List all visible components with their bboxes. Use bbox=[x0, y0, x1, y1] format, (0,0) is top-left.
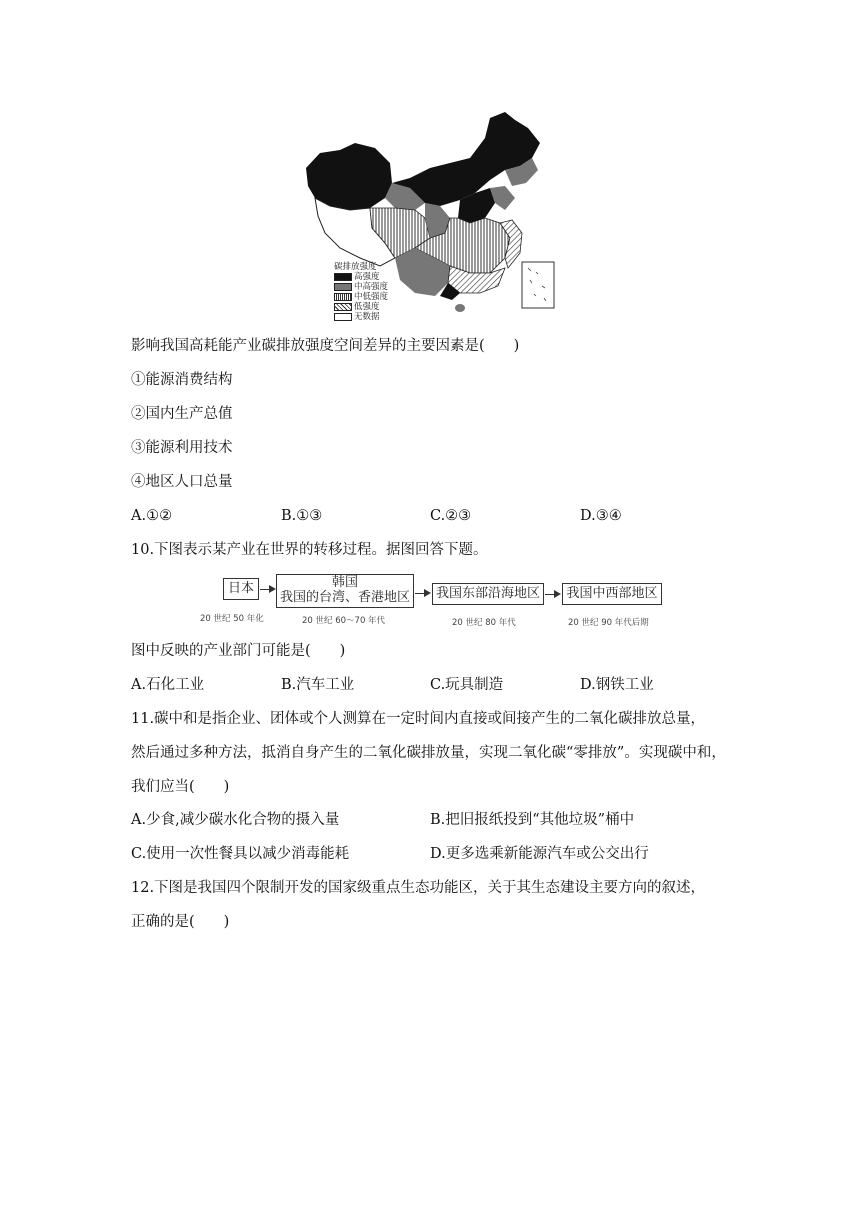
south-china-sea-inset bbox=[522, 262, 554, 308]
q11-option-d[interactable]: D.更多选乘新能源汽车或公交出行 bbox=[430, 846, 649, 862]
legend-swatch bbox=[334, 313, 352, 321]
q10-option-a[interactable]: A.石化工业 bbox=[131, 677, 205, 693]
q11-line-2: 然后通过多种方法，抵消自身产生的二氧化碳排放量，实现二氧化碳“零排放”。实现碳中和， bbox=[131, 745, 726, 761]
q11-line-1: 11.碳中和是指企业、团体或个人测算在一定时间内直接或间接产生的二氧化碳排放总量， bbox=[131, 711, 706, 727]
q11-option-a[interactable]: A.少食,减少碳水化合物的摄入量 bbox=[131, 812, 340, 828]
q10-stem: 10.下图表示某产业在世界的转移过程。据图回答下题。 bbox=[131, 542, 488, 558]
region-hainan bbox=[455, 304, 465, 312]
q12-line-2: 正确的是( ) bbox=[131, 914, 230, 930]
q10-option-d[interactable]: D.钢铁工业 bbox=[580, 677, 654, 693]
q10-option-b[interactable]: B.汽车工业 bbox=[281, 677, 355, 693]
flow-box-korea-taiwan-hongkong bbox=[276, 574, 414, 608]
flow-arrow bbox=[545, 594, 559, 595]
legend-item-nodata bbox=[334, 312, 380, 322]
flow-caption: 20 世纪 80 年代 bbox=[452, 618, 516, 628]
legend-item-high bbox=[334, 272, 380, 282]
q11-option-b[interactable]: B.把旧报纸投到“其他垃圾”桶中 bbox=[430, 812, 635, 828]
carbon-intensity-map bbox=[300, 108, 562, 320]
q9-item-3: ③能源利用技术 bbox=[131, 440, 233, 456]
q11-line-3: 我们应当( ) bbox=[131, 779, 230, 795]
flow-box-line: 韩国 bbox=[331, 575, 358, 590]
legend-label: 低强度 bbox=[354, 302, 380, 312]
legend-swatch bbox=[334, 293, 352, 301]
q12-line-1: 12.下图是我国四个限制开发的国家级重点生态功能区，关于其生态建设主要方向的叙述， bbox=[131, 880, 706, 896]
flow-arrow bbox=[415, 593, 429, 594]
region-inner-mongolia bbox=[392, 112, 540, 206]
flow-box-japan: 日本 bbox=[223, 578, 259, 600]
legend-label: 中低强度 bbox=[354, 292, 389, 302]
q9-option-b[interactable]: B.①③ bbox=[281, 508, 323, 524]
q9-item-4: ④地区人口总量 bbox=[131, 474, 233, 490]
flow-box-line: 我国的台湾、香港地区 bbox=[279, 590, 410, 605]
legend-item-low bbox=[334, 302, 380, 312]
flow-caption: 20 世纪 50 年化 bbox=[200, 614, 264, 624]
q9-stem: 影响我国高耗能产业碳排放强度空间差异的主要因素是( ) bbox=[131, 338, 520, 354]
legend-swatch bbox=[334, 283, 352, 291]
flow-box-east-coast: 我国东部沿海地区 bbox=[432, 583, 544, 605]
legend-item-mid-low bbox=[334, 292, 388, 302]
legend-title: 碳排放强度 bbox=[334, 262, 377, 272]
flow-arrow bbox=[260, 589, 274, 590]
flow-box-central-west: 我国中西部地区 bbox=[562, 583, 662, 605]
q10-question: 图中反映的产业部门可能是( ) bbox=[131, 643, 346, 659]
q9-item-2: ②国内生产总值 bbox=[131, 406, 233, 422]
legend-label: 中高强度 bbox=[354, 282, 389, 292]
q9-option-a[interactable]: A.①② bbox=[131, 508, 173, 524]
legend-swatch bbox=[334, 303, 352, 311]
legend-label: 高强度 bbox=[354, 272, 380, 282]
q10-option-c[interactable]: C.玩具制造 bbox=[430, 677, 504, 693]
q9-item-1: ①能源消费结构 bbox=[131, 372, 233, 388]
flow-caption: 20 世纪 90 年代后期 bbox=[568, 618, 649, 628]
legend-label: 无数据 bbox=[354, 312, 380, 322]
legend-swatch bbox=[334, 273, 352, 281]
legend-item-mid-high bbox=[334, 282, 388, 292]
q11-option-c[interactable]: C.使用一次性餐具以减少消毒能耗 bbox=[131, 846, 350, 862]
industry-transfer-flowchart bbox=[190, 570, 670, 632]
q9-option-c[interactable]: C.②③ bbox=[430, 508, 472, 524]
region-shandong bbox=[490, 186, 515, 210]
q9-option-d[interactable]: D.③④ bbox=[580, 508, 622, 524]
flow-caption: 20 世纪 60～70 年代 bbox=[302, 616, 386, 626]
